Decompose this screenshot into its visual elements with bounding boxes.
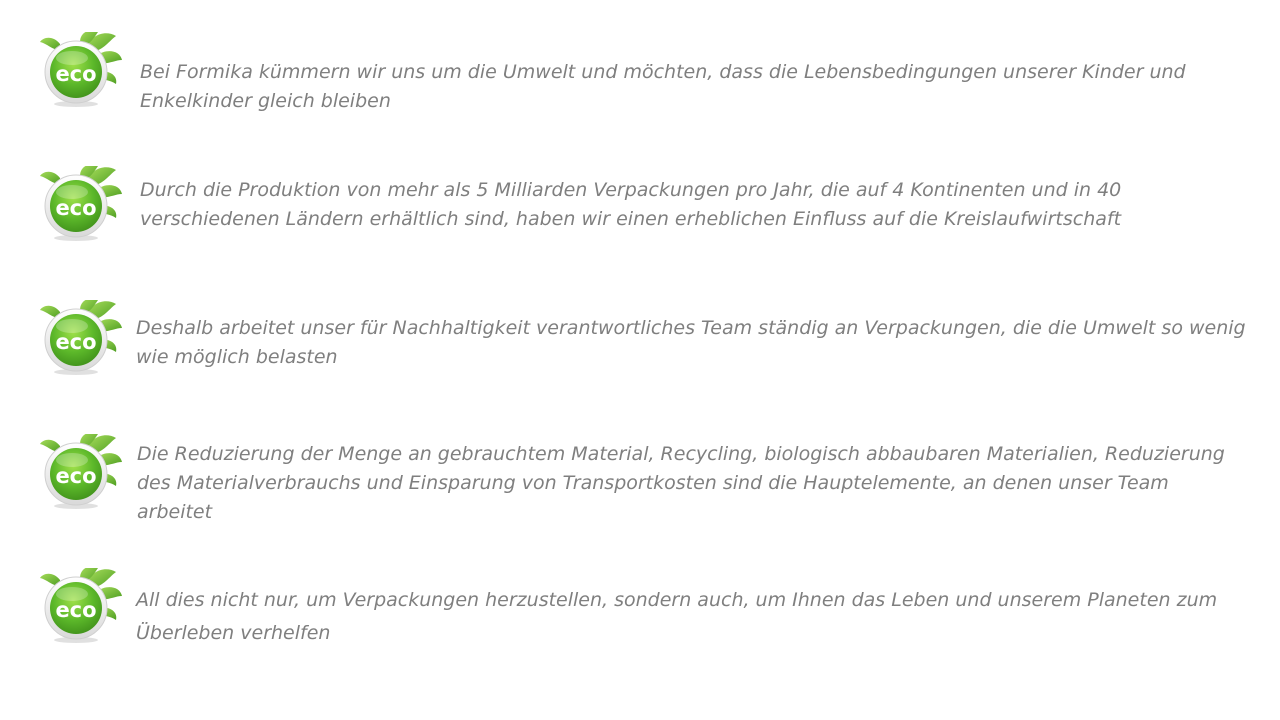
list-item xyxy=(0,300,1280,390)
item-text: Deshalb arbeitet unser für Nachhaltigkeit verantwortliches Team ständig an Verpackungen, die die Umwelt so wenig wie möglich belasten xyxy=(136,317,1246,368)
eco-badge-label: eco xyxy=(55,464,97,488)
eco-badge-label: eco xyxy=(55,196,97,220)
list-item xyxy=(0,434,1280,534)
eco-badge-label: eco xyxy=(55,62,97,86)
list-item xyxy=(0,32,1280,122)
item-text: Bei Formika kümmern wir uns um die Umwelt und möchten, dass die Lebensbedingungen unserer Kinder und Enkelkinder gleich bleiben xyxy=(140,61,1186,112)
eco-leaf-badge-icon xyxy=(40,32,122,108)
list-item xyxy=(0,568,1280,658)
item-text: Durch die Produktion von mehr als 5 Milliarden Verpackungen pro Jahr, die auf 4 Kontinenten und in 40 verschiedenen Ländern erhältlich sind, haben wir einen erheblichen Einfluss auf die Kreislaufwirtschaft xyxy=(140,179,1122,230)
eco-leaf-badge-icon xyxy=(40,300,122,376)
eco-badge-label: eco xyxy=(55,330,97,354)
list-item xyxy=(0,166,1280,256)
eco-badge-label: eco xyxy=(55,598,97,622)
item-text: Die Reduzierung der Menge an gebrauchtem Material, Recycling, biologisch abbaubaren Materialien, Reduzierung des Materialverbrauchs und Einsparung von Transportkosten sind die Hauptelemente, an denen unser Team arbeitet xyxy=(137,443,1225,523)
eco-leaf-badge-icon xyxy=(40,568,122,644)
eco-leaf-badge-icon xyxy=(40,166,122,242)
eco-leaf-badge-icon xyxy=(40,434,122,510)
item-text: All dies nicht nur, um Verpackungen herzustellen, sondern auch, um Ihnen das Leben und unserem Planeten zum Überleben verhelfen xyxy=(136,589,1218,644)
